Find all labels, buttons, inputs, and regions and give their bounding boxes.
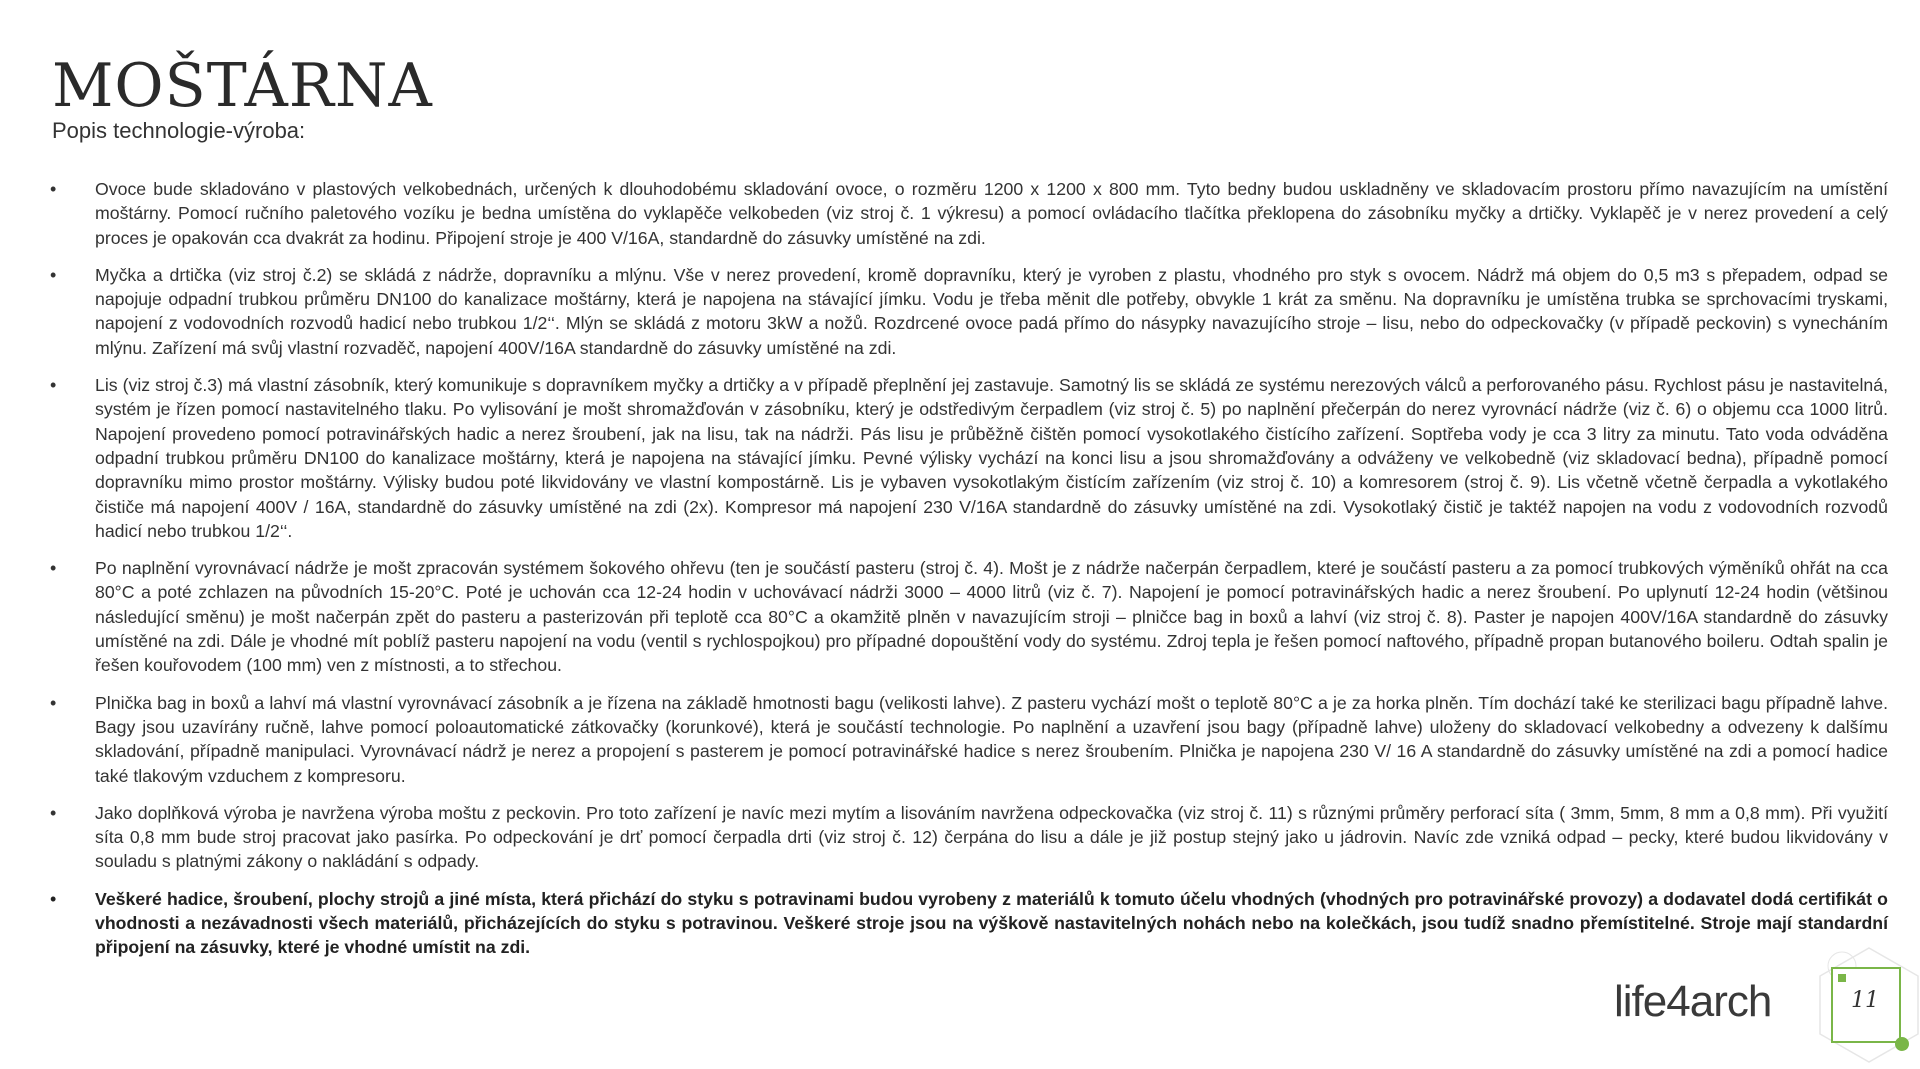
list-item-stone-fruit bbox=[48, 801, 1888, 874]
list-item-text: Po naplnění vyrovnávací nádrže je mošt zpracován systémem šokového ohřevu (ten je součástí pasteru (stroj č. 4). Mošt je z nádrže načerpán čerpadlem, které je součástí pasteru a za pomocí trubkových výměníků ohřát na cca 80°C a poté zchlazen na původních 15-20°C. Poté je uchován cca 12-24 hodin v uchovávací nádrži 3000 – 4000 litrů (viz č. 7). Napojení je pomocí potravinářských hadic a nerez šroubení. Po uplynutí 12-24 hodin (většinou následující směnu) je mošt načerpán zpět do pasteru a pasterizován při teplotě cca 80°C a okamžitě plněn v navazujícím stroji – plničce bag in boxů a lahví (viz stroj č. 8). Paster je napojen 400V/16A standardně do zásuvky umístěné na zdi. Dále je vhodné mít poblíž pasteru napojení na vodu (ventil s rychlospojkou) pro případné dopouštění vody do systému. Zdroj tepla je řešen pomocí naftového, případně propan butanového boileru. Odtah spalin je řešen kouřovodem (100 mm) ven z místnosti, a to střechou. bbox=[95, 558, 1888, 676]
list-item-text: Ovoce bude skladováno v plastových velkobednách, určených k dlouhodobému skladování ovoce, o rozměru 1200 x 1200 x 800 mm. Tyto bedny budou uskladněny ve skladovacím prostoru přímo navazujícím na umístění moštárny. Pomocí ručního paletového vozíku je bedna umístěna do vyklapěče velkobeden (viz stroj č. 1 výkresu) a pomocí ovládacího tlačítka překlopena do zásobníku myčky a drtičky. Vyklapěč je v nerez provedení a celý proces je opakován cca dvakrát za hodinu. Připojení stroje je 400 V/16A, standardně do zásuvky umístěné na zdi. bbox=[95, 179, 1888, 248]
list-item-text: Lis (viz stroj č.3) má vlastní zásobník, který komunikuje s dopravníkem myčky a drtičky a v případě přeplnění jej zastavuje. Samotný lis se skládá ze systému nerezových válců a perforovaného pásu. Rychlost pásu je nastavitelná, systém je řízen pomocí nastavitelného tlaku. Po vylisování je mošt shromažďován v zásobníku, který je odstředivým čerpadlem (viz stroj č. 5) po naplnění přečerpán do nerez vyrovnácí nádrže (viz č. 6) o objemu cca 1000 litrů. Napojení provedeno pomocí potravinářských hadic a nerez šroubení, jak na lisu, tak na nádrži. Pás lisu je průběžně čištěn pomocí vysokotlakého čistícího zařízení. Soptřeba vody je cca 3 litry za minutu. Tato voda odváděna odpadní trubkou průměru DN100 do kanalizace moštárny, která je napojena na stávající jímku. Pevné výlisky vychází na konci lisu a jsou shromažďovány a odváženy ve velkobedně (viz skladovací bedna), případně pomocí dopravníku mimo prostor moštárny. Výlisky budou poté likvidovány ve vlastní kompostárně. Lis je vybaven vysokotlakým čistícím zařízením (viz stroj č. 10) a komresorem (stroj č. 9). Lis včetně včetně čerpadla a vykotlakého čističe má napojení 400V / 16A, standardně do zásuvky umístěné na zdi (2x). Kompresor má napojení 230 V/16A standardně do zásuvky umístěné na zdi. Vysokotlaký čistič je taktéž napojen na vodu z vodovodních rozvodů hadicí nebo trubkou 1/2‘‘. bbox=[95, 375, 1888, 541]
list-item-washer-crusher bbox=[48, 263, 1888, 360]
list-item-text: Veškeré hadice, šroubení, plochy strojů a jiné místa, která přichází do styku s potravinami budou vyrobeny z materiálů k tomuto účelu vhodných (vhodných pro potravinářské provozy) a dodavatel dodá certifikát o vhodnosti a nezávadnosti všech materiálů, přicházejících do styku s potravinou. Veškeré stroje jsou na výškově nastavitelných nohách nebo na kolečkách, jsou tudíž snadno přemístitelné. Stroje mají standardní připojení na zásuvky, které je vhodné umístit na zdi. bbox=[95, 888, 1888, 958]
accent-square bbox=[1838, 974, 1846, 982]
page-title: MOŠTÁRNA bbox=[52, 51, 433, 121]
bullet-icon: • bbox=[50, 888, 57, 909]
page-number: 11 bbox=[1851, 988, 1879, 1013]
accent-dot bbox=[1895, 1037, 1909, 1051]
list-item-filler bbox=[48, 691, 1888, 788]
page-subtitle: Popis technologie-výroba: bbox=[52, 118, 306, 143]
list-item-materials bbox=[48, 887, 1888, 960]
bullet-icon: • bbox=[50, 264, 57, 285]
list-item-text: Plnička bag in boxů a lahví má vlastní vyrovnávací zásobník a je řízena na základě hmotnosti bagu (velikosti lahve). Z pasteru vychází mošt o teplotě 80°C a je za horka plněn. Tím dochází také ke sterilizaci bagu případně lahve. Bagy jsou uzavírány ručně, lahve pomocí poloautomatické zátkovačky (korunkové), která je součástí technologie. Po naplnění a uzavření jsou bagy (případně lahve) uloženy do skladovací velkobedny a odvezeny k dalšímu skladování, případně manipulaci. Vyrovnávací nádrž je nerez a propojení s pasterem je pomocí potravinářské hadice s nerez šroubením. Plnička je napojena 230 V/ 16 A standardně do zásuvky umístěné na zdi a pomocí hadice také tlakovým vzduchem z kompresoru. bbox=[95, 692, 1888, 786]
bullet-icon: • bbox=[50, 179, 57, 199]
bullet-icon: • bbox=[50, 375, 57, 396]
bullet-icon: • bbox=[50, 558, 57, 579]
list-item-pasteurization bbox=[48, 556, 1888, 677]
list-item-text: Jako doplňková výroba je navržena výroba moštu z peckovin. Pro toto zařízení je navíc mezi mytím a lisováním navržena odpeckovačka (viz stroj č. 11) s různými průměry perforací síta ( 3mm, 5mm, 8 mm a 0,8 mm). Při využití síta 0,8 mm bude stroj pracovat jako pasírka. Po odpeckování je drť pomocí čerpadla drti (viz stroj č. 12) čerpána do lisu a dále je již postup stejný jako u jádrovin. Navíc zde vzniká odpad – pecky, které budou likvidovány v souladu s platnými zákony o nakládání s odpady. bbox=[95, 802, 1888, 872]
bullet-icon: • bbox=[50, 692, 57, 713]
list-item-text: Myčka a drtička (viz stroj č.2) se skládá z nádrže, dopravníku a mlýnu. Vše v nerez provedení, kromě dopravníku, který je vyroben z plastu, vhodného pro styk s ovocem. Nádrž má objem do 0,5 m3 s přepadem, odpad se napojuje odpadní trubkou průměru DN100 do kanalizace moštárny, která je napojena na stávající jímku. Vodu je třeba měnit dle potřeby, obvykle 1 krát za směnu. Na dopravníku je umístěna trubka se sprchovacími tryskami, napojení z vodovodních rozvodů hadicí nebo trubkou 1/2‘‘. Mlýn se skládá z motoru 3kW a nožů. Rozdrcené ovoce padá přímo do násypky navazujícího stroje – lisu, nebo do odpeckovačky (v případě peckovin) s vynecháním mlýnu. Zařízení má svůj vlastní rozvaděč, napojení 400V/16A standardně do zásuvky umístěné na zdi. bbox=[95, 264, 1888, 358]
list-item-press bbox=[48, 373, 1888, 543]
technology-description-list bbox=[48, 177, 1888, 973]
life4arch-logo: life4arch bbox=[1614, 977, 1772, 1026]
list-item-fruit-storage bbox=[48, 177, 1888, 250]
bullet-icon: • bbox=[50, 802, 57, 823]
